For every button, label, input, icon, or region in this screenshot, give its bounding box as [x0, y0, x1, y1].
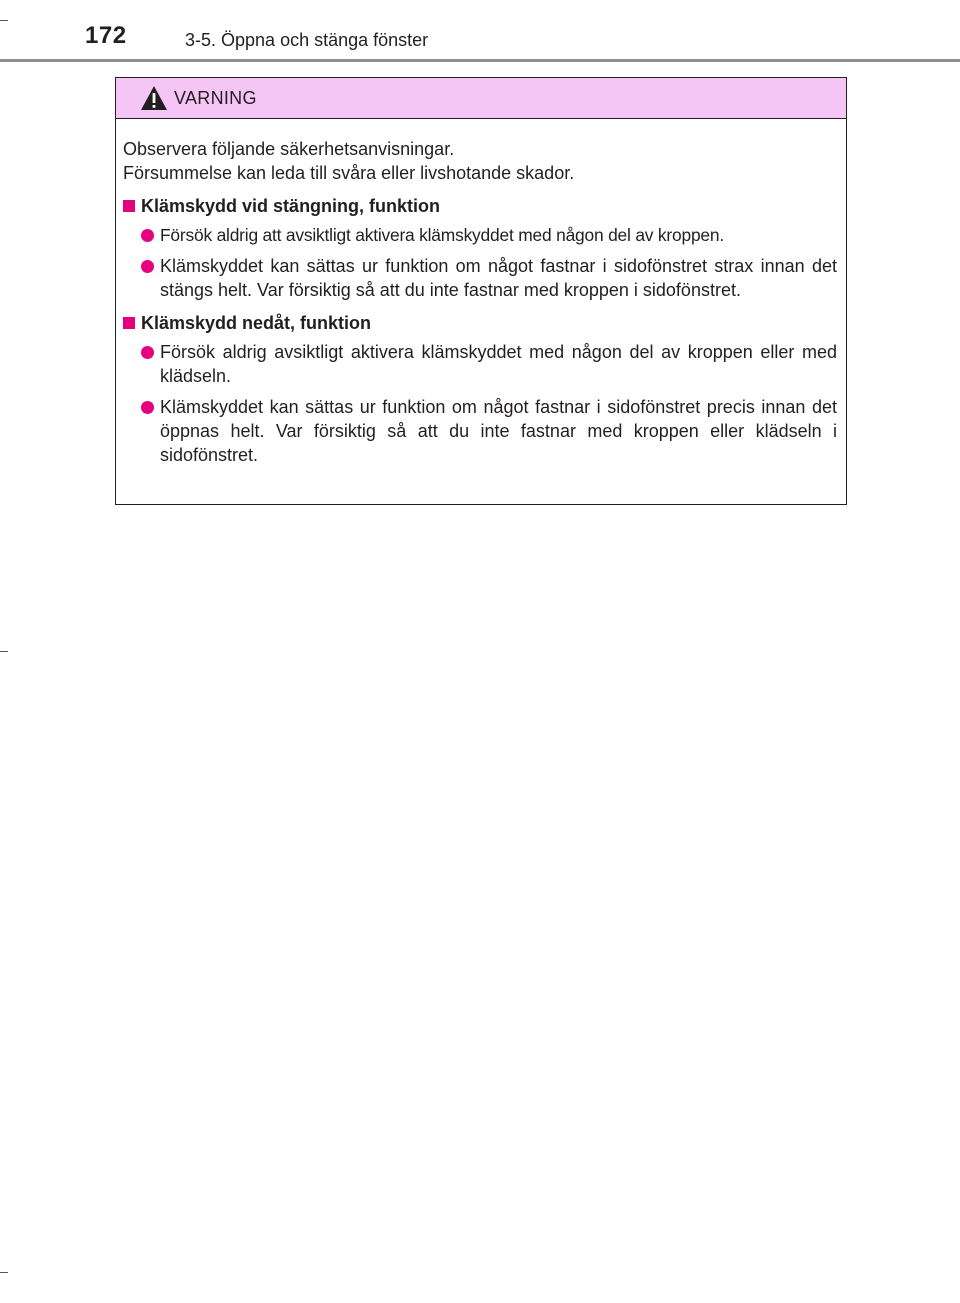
list-item-text: Försök aldrig avsiktligt aktivera klämskyddet med någon del av kroppen eller med klädseln. [160, 342, 837, 386]
square-bullet-icon [123, 317, 135, 329]
section-heading [123, 194, 837, 218]
section-heading [123, 311, 837, 335]
circle-bullet-icon [141, 229, 154, 242]
section-heading-text: Klämskydd nedåt, funktion [141, 313, 372, 333]
page-header [0, 0, 960, 60]
section-title: 3-5. Öppna och stänga fönster [185, 30, 429, 50]
circle-bullet-icon [141, 401, 154, 414]
list-item-text: Försök aldrig att avsiktligt aktivera klämskyddet med någon del av kroppen. [160, 225, 725, 245]
warning-body [116, 119, 846, 467]
warning-triangle-icon [140, 85, 168, 111]
circle-bullet-icon [141, 346, 154, 359]
section-heading-text: Klämskydd vid stängning, funktion [141, 196, 441, 216]
list-item [123, 340, 837, 388]
square-bullet-icon [123, 200, 135, 212]
page-number: 172 [85, 22, 127, 49]
warning-box [115, 77, 847, 505]
list-item-text: Klämskyddet kan sättas ur funktion om något fastnar i sidofönstret strax innan det stängs helt. Var försiktig så att du inte fastnar med kroppen i sidofönstret. [160, 256, 837, 300]
list-item [123, 223, 837, 247]
list-item [123, 395, 837, 467]
crop-mark [0, 1272, 8, 1273]
crop-mark [0, 20, 8, 21]
warning-intro-line: Observera följande säkerhetsanvisningar. [123, 139, 455, 159]
list-item [123, 254, 837, 302]
warning-title: VARNING [174, 88, 257, 108]
header-rule [0, 59, 960, 62]
warning-intro-line: Försummelse kan leda till svåra eller livshotande skador. [123, 163, 575, 183]
warning-header [116, 78, 846, 119]
list-item-text: Klämskyddet kan sättas ur funktion om något fastnar i sidofönstret precis innan det öppnas helt. Var försiktig så att du inte fastnar med kroppen eller klädseln i sidofönstret. [160, 397, 837, 465]
crop-mark [0, 651, 8, 652]
circle-bullet-icon [141, 260, 154, 273]
